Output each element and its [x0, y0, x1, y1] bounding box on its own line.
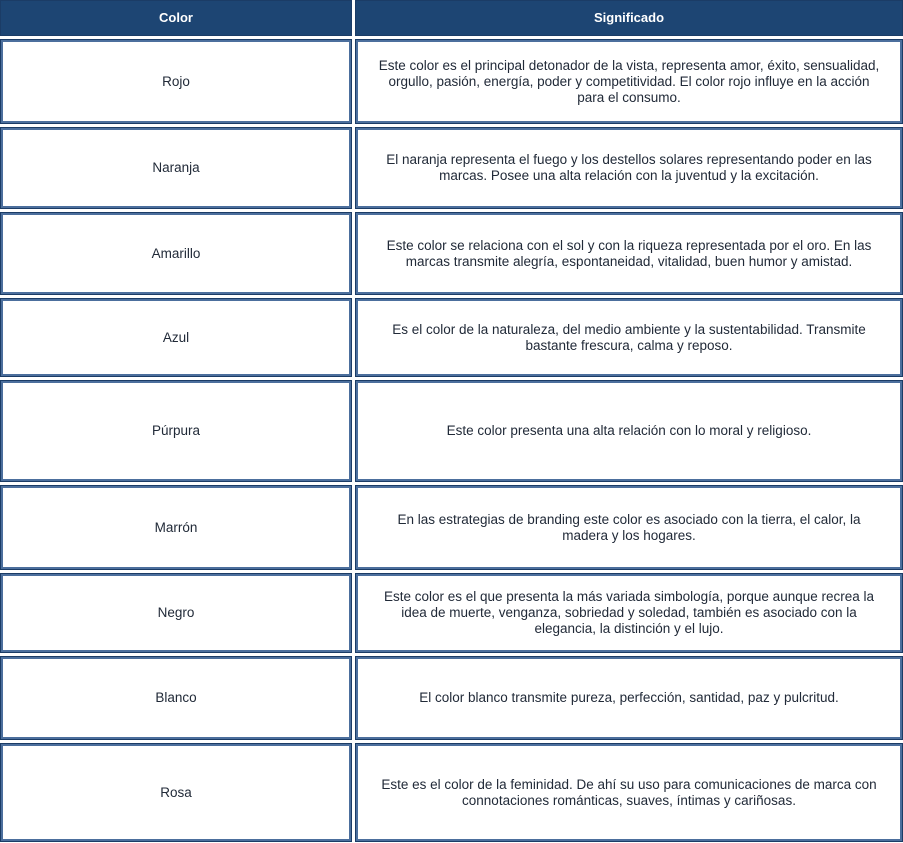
significado-rosa: Este es el color de la feminidad. De ahí su uso para comunicaciones de marca con connotaciones románticas, suaves, íntimas y cariñosas. [356, 744, 902, 841]
significado-marron: En las estrategias de branding este color es asociado con la tierra, el calor, la madera y los hogares. [356, 486, 902, 569]
color-name-rojo: Rojo [1, 40, 351, 123]
significado-blanco: El color blanco transmite pureza, perfección, santidad, paz y pulcritud. [356, 657, 902, 739]
color-name-amarillo: Amarillo [1, 213, 351, 294]
header-cell-significado: Significado [356, 1, 902, 35]
significado-negro: Este color es el que presenta la más variada simbología, porque aunque recrea la idea de muerte, venganza, sobriedad y soledad, también es asociado con la elegancia, la distinción y el lujo. [356, 574, 902, 652]
significado-azul: Es el color de la naturaleza, del medio ambiente y la sustentabilidad. Transmite bastante frescura, calma y reposo. [356, 299, 902, 376]
color-name-rosa: Rosa [1, 744, 351, 841]
color-name-purpura: Púrpura [1, 381, 351, 481]
color-name-negro: Negro [1, 574, 351, 652]
color-name-azul: Azul [1, 299, 351, 376]
color-name-blanco: Blanco [1, 657, 351, 739]
header-cell-color: Color [1, 1, 351, 35]
significado-naranja: El naranja representa el fuego y los destellos solares representando poder en las marcas. Posee una alta relación con la juventud y la excitación. [356, 128, 902, 208]
significado-rojo: Este color es el principal detonador de la vista, representa amor, éxito, sensualidad, orgullo, pasión, energía, poder y competitividad. El color rojo influye en la acción para el consumo. [356, 40, 902, 123]
color-name-naranja: Naranja [1, 128, 351, 208]
color-name-marron: Marrón [1, 486, 351, 569]
significado-purpura: Este color presenta una alta relación con lo moral y religioso. [356, 381, 902, 481]
significado-amarillo: Este color se relaciona con el sol y con la riqueza representada por el oro. En las marcas transmite alegría, espontaneidad, vitalidad, buen humor y amistad. [356, 213, 902, 294]
